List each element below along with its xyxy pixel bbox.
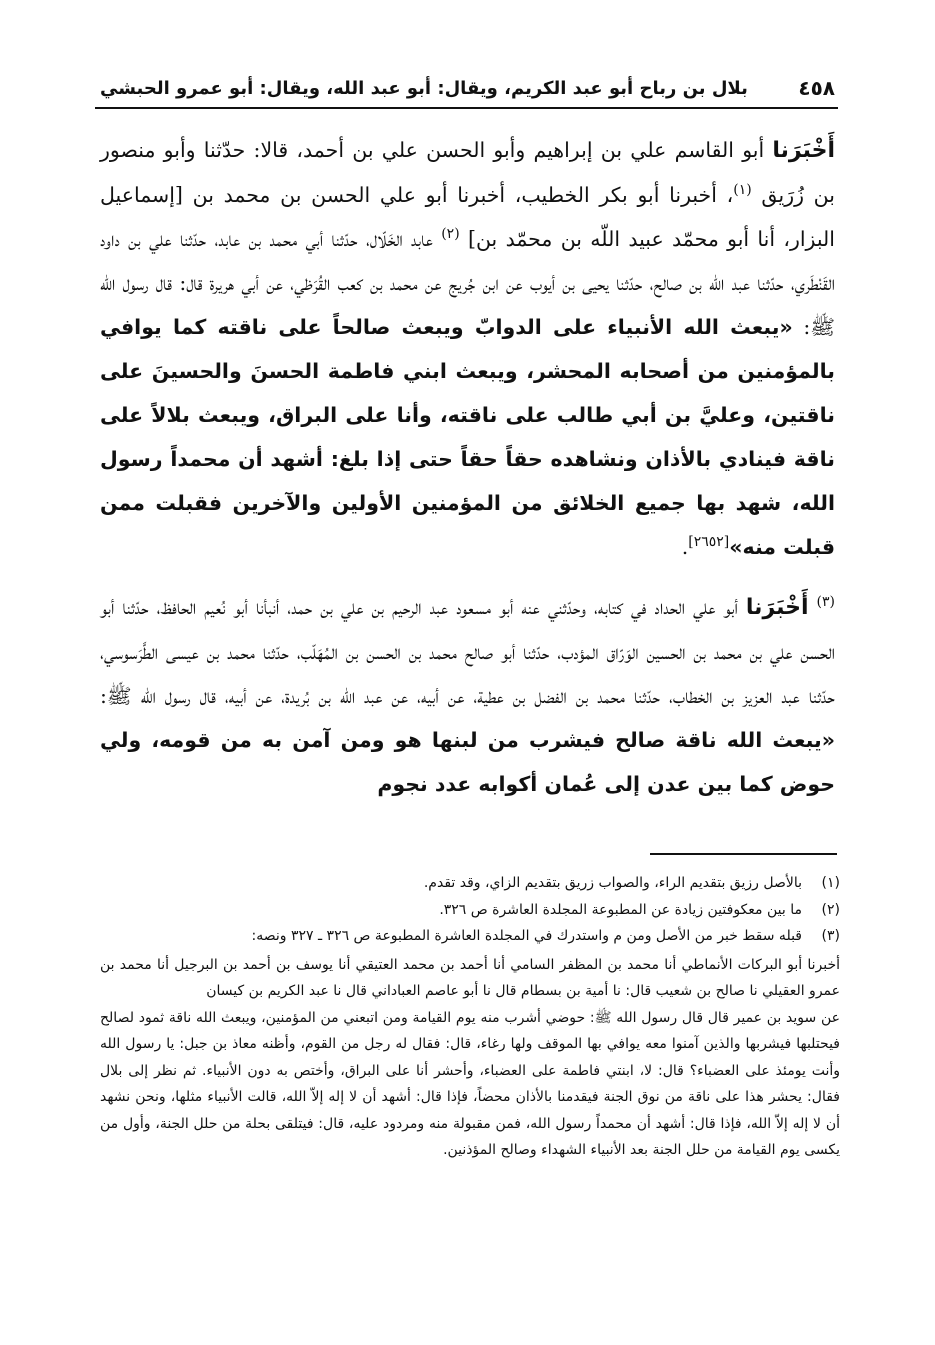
header-divider: [95, 107, 838, 109]
paragraph-2-text: أبو علي الحداد في كتابه، وحدّثني عنه أبو مسعود عبد الرحيم بن علي بن حمد، أنبأنا أبو نُعيم الحافظ، حدّثنا أبو الحسن علي بن محمد بن الحسين الوَرّاق المؤدب، حدّثنا أبو صالح محمد بن الحسن بن المُهَلّب، حدّثنا محمد بن عيسى الطَّرَسوسي، حدّثنا عبد العزيز بن الخطاب، حدّثنا محمد بن الفضل بن عطية، عن أبيه، عن عبد اللّه بن بُريدة، عن أبيه، قال رسول الله ﷺ:: [100, 595, 835, 708]
paragraph-2-hadith: «يبعث الله ناقة صالح فيشرب من لبنها هو ومن آمن به من قومه، ولي حوض كما بين عدن إلى عُمان أكوابه عدد نجوم: [100, 728, 835, 796]
running-title: بلال بن رباح أبو عبد الكريم، ويقال: أبو عبد الله، ويقال: أبو عمرو الحبشي: [100, 77, 748, 99]
footnote-text: قبله سقط خبر من الأصل ومن م واستدرك في المجلدة العاشرة المطبوعة ص ٣٢٦ ـ ٣٢٧ ونصه:: [251, 928, 802, 944]
page-number: ٤٥٨: [798, 76, 835, 100]
footnote-text: ما بين معكوفتين زيادة عن المطبوعة المجلدة العاشرة ص ٣٢٦.: [439, 901, 802, 918]
footnote-divider: [650, 853, 837, 855]
page-header: [100, 70, 835, 106]
footnote-3-matn: عن سويد بن عمير قال قال رسول الله ﷺ: حوضي أشرب منه يوم القيامة ومن اتبعني من المؤمنين، ويبعث الله ناقة ثمود لصالح فيحتلبها فيشربها والذين آمنوا معه يوافي بها الموقف ولها رغاء، قال: فقال له رجل من القوم، وأظنه معاذ بن جبل: يا رسول الله وأنت يومئذ على العضباء؟ قال: لا، ابنتي فاطمة على العضباء، وأحشر أنا على البراق، وأختص به دون الأنبياء. ثم نظر إلى بلال فقال: يحشر هذا على ناقة من نوق الجنة فيقدمنا بالأذان محضاً، فإذا قال: أشهد أن لا إله إلاّ الله، قالت الأنبياء مثلها، ونحن نشهد أن لا إله إلاّ الله، فإذا قال: أشهد أن محمداً رسول الله، فمن مقبولة منه ومردود عليه، قال: فيتلقى بحلة من حلل الجنة، وأول من يكسى يوم القيامة من حلل الجنة بعد الأنبياء الشهداء وصالح المؤذنين.: [100, 1009, 840, 1158]
footnote-3: [100, 923, 840, 950]
footnote-1: [100, 870, 840, 897]
paragraph-1-hadith: «يبعث الله الأنبياء على الدوابّ ويبعث صالحاً على ناقته كما يوافي بالمؤمنين من أصحابه المحشر، ويبعث ابني فاطمة الحسنَ والحسينَ على ناقتين، وعليَّ بن أبي طالب على ناقته، وأنا على البراق، ويبعث بلالاً على ناقة فينادي بالأذان ونشاهده حقاً حقاً حتى إذا بلغ: أشهد أن محمداً رسول الله، شهد بها جميع الخلائق من المؤمنين الأولين والآخرين فقبلت ممن قبلت منه»: [100, 315, 835, 559]
footnotes: [100, 870, 840, 1164]
footnote-ref-2[interactable]: (٢): [441, 226, 460, 243]
footnote-2: [100, 897, 840, 924]
paragraph-1-end: .: [681, 535, 689, 559]
footnote-text: بالأصل رزيق بتقديم الراء، والصواب زريق بتقديم الزاي، وقد تقدم.: [423, 875, 802, 891]
footnote-ref-1[interactable]: (١): [733, 182, 752, 199]
hadith-number: [٢٦٥٢]: [688, 534, 730, 551]
paragraph-1-text-b: ، أخبرنا أبو بكر الخطيب، أخبرنا أبو علي الحسن بن محمد بن [إسماعيل البزار، أنا أبو محمّد عبيد اللّه بن محمّد بن]: [100, 183, 835, 251]
footnote-ref-3[interactable]: (٣): [816, 594, 835, 611]
paragraph-1: [100, 128, 835, 569]
footnote-3-quote: [100, 952, 840, 1164]
paragraph-1-lead: أَخْبَرَنا: [772, 138, 835, 163]
footnote-number: (٣): [821, 928, 840, 944]
paragraph-2-lead: أَخْبَرَنا: [745, 595, 809, 620]
paragraph-2: [100, 585, 835, 806]
footnote-3-isnad: أخبرنا أبو البركات الأنماطي أنا محمد بن المظفر السامي أنا أحمد بن محمد العتيقي أنا يوسف بن أحمد بن البرجيل أنا محمد بن عمرو العقيلي نا صالح بن شعيب قال: نا أمية بن بسطام قال نا أبو عاصم العباداني قال نا عبد الكريم بن كيسان: [100, 956, 840, 999]
paragraph-1-text-c: عابد الخَلّال، حدّثنا أبي محمد بن عابد، حدّثنا علي بن داود القَنْطَري، حدّثنا عبد الله بن صالح، حدّثنا يحيى بن أيوب عن ابن جُريج عن محمد بن كعب القُرَظي، عن أبي هريرة قال: قال رسول الله ﷺ:: [100, 227, 835, 339]
footnote-number: (٢): [821, 901, 840, 918]
footnote-number: (١): [821, 875, 840, 891]
main-text: [100, 128, 835, 806]
paragraph-1-text-a: أبو القاسم علي بن إبراهيم وأبو الحسن علي بن أحمد، قالا: حدّثنا وأبو منصور بن زُرَيق: [100, 138, 835, 207]
